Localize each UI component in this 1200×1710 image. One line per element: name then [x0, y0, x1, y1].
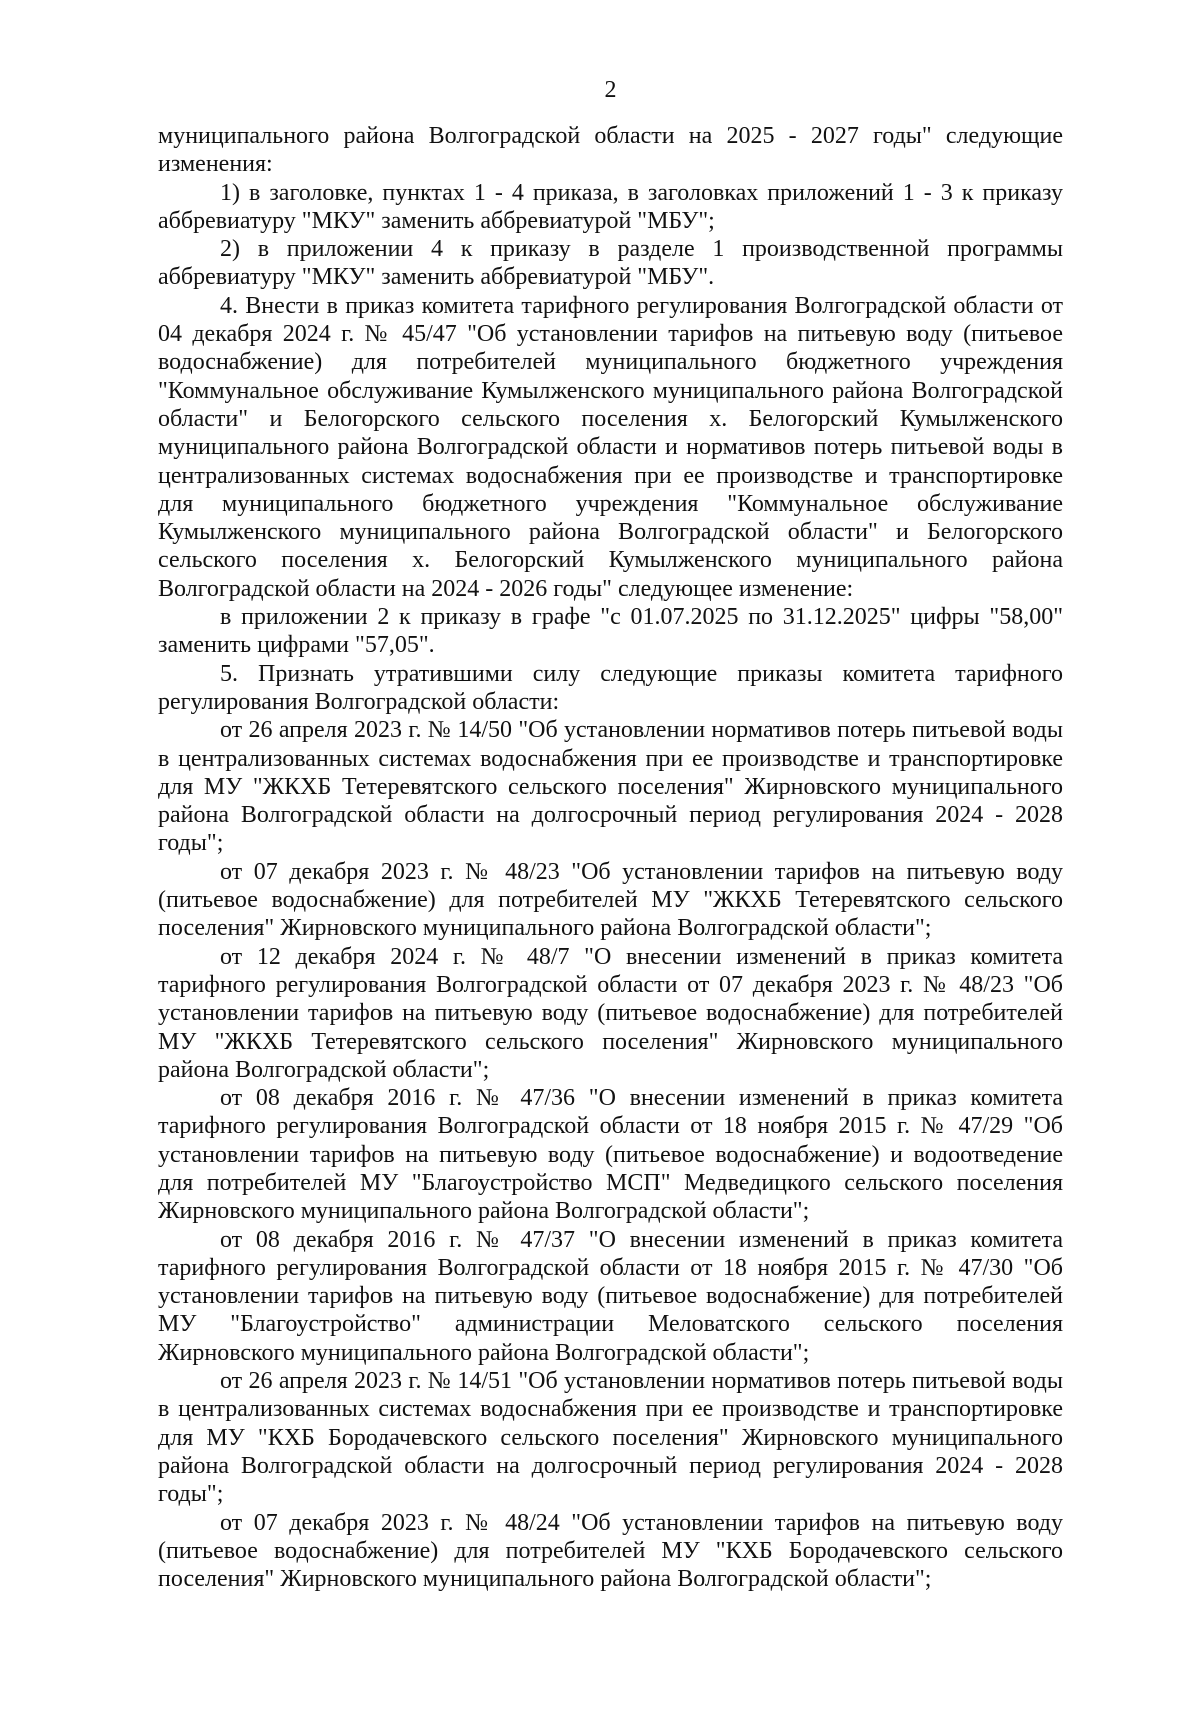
- paragraph: от 12 декабря 2024 г. № 48/7 "О внесении изменений в приказ комитета тарифного регулирования Волгоградской области от 07 декабря 2023 г. № 48/23 "Об установлении тарифов на питьевую воду (питьевое водоснабжение) для потребителей МУ "ЖКХБ Тетеревятского сельского поселения" Жирновского муниципального района Волгоградской области";: [158, 943, 1063, 1083]
- paragraph: 1) в заголовке, пунктах 1 - 4 приказа, в заголовках приложений 1 - 3 к приказу аббревиатуру "МКУ" заменить аббревиатурой "МБУ";: [158, 179, 1063, 234]
- paragraph: от 26 апреля 2023 г. № 14/50 "Об установлении нормативов потерь питьевой воды в централизованных системах водоснабжения при ее производстве и транспортировке для МУ "ЖКХБ Тетеревятского сельского поселения" Жирновского муниципального района Волгоградской области на долгосрочный период регулирования 2024 - 2028 годы";: [158, 717, 1063, 857]
- paragraph: от 08 декабря 2016 г. № 47/37 "О внесении изменений в приказ комитета тарифного регулирования Волгоградской области от 18 ноября 2015 г. № 47/30 "Об установлении тарифов на питьевую воду (питьевое водоснабжение) для потребителей МУ "Благоустройство" администрации Меловатского сельского поселения Жирновского муниципального района Волгоградской области";: [158, 1226, 1063, 1366]
- paragraph: 2) в приложении 4 к приказу в разделе 1 производственной программы аббревиатуру "МКУ" заменить аббревиатурой "МБУ".: [158, 236, 1063, 291]
- paragraph: 4. Внести в приказ комитета тарифного регулирования Волгоградской области от 04 декабря 2024 г. № 45/47 "Об установлении тарифов на питьевую воду (питьевое водоснабжение) для потребителей муниципального бюджетного учреждения "Коммунальное обслуживание Кумылженского муниципального района Волгоградской области" и Белогорского сельского поселения х. Белогорский Кумылженского муниципального района Волгоградской области и нормативов потерь питьевой воды в централизованных системах водоснабжения при ее производстве и транспортировке для муниципального бюджетного учреждения "Коммунальное обслуживание Кумылженского муниципального района Волгоградской области" и Белогорского сельского поселения х. Белогорский Кумылженского муниципального района Волгоградской области на 2024 - 2026 годы" следующее изменение:: [158, 292, 1063, 602]
- document-body: [158, 122, 1063, 1593]
- paragraph: от 26 апреля 2023 г. № 14/51 "Об установлении нормативов потерь питьевой воды в централизованных системах водоснабжения при ее производстве и транспортировке для МУ "КХБ Бородачевского сельского поселения" Жирновского муниципального района Волгоградской области на долгосрочный период регулирования 2024 - 2028 годы";: [158, 1368, 1063, 1508]
- paragraph: муниципального района Волгоградской области на 2025 - 2027 годы" следующие изменения:: [158, 123, 1063, 178]
- paragraph: от 07 декабря 2023 г. № 48/23 "Об установлении тарифов на питьевую воду (питьевое водоснабжение) для потребителей МУ "ЖКХБ Тетеревятского сельского поселения" Жирновского муниципального района Волгоградской области";: [158, 858, 1063, 942]
- paragraph: 5. Признать утратившими силу следующие приказы комитета тарифного регулирования Волгоградской области:: [158, 660, 1063, 715]
- page-number: 2: [604, 77, 617, 103]
- paragraph: от 07 декабря 2023 г. № 48/24 "Об установлении тарифов на питьевую воду (питьевое водоснабжение) для потребителей МУ "КХБ Бородачевского сельского поселения" Жирновского муниципального района Волгоградской области";: [158, 1509, 1063, 1593]
- paragraph: от 08 декабря 2016 г. № 47/36 "О внесении изменений в приказ комитета тарифного регулирования Волгоградской области от 18 ноября 2015 г. № 47/29 "Об установлении тарифов на питьевую воду (питьевое водоснабжение) и водоотведение для потребителей МУ "Благоустройство МСП" Медведицкого сельского поселения Жирновского муниципального района Волгоградской области";: [158, 1085, 1063, 1225]
- paragraph: в приложении 2 к приказу в графе "с 01.07.2025 по 31.12.2025" цифры "58,00" заменить цифрами "57,05".: [158, 604, 1063, 659]
